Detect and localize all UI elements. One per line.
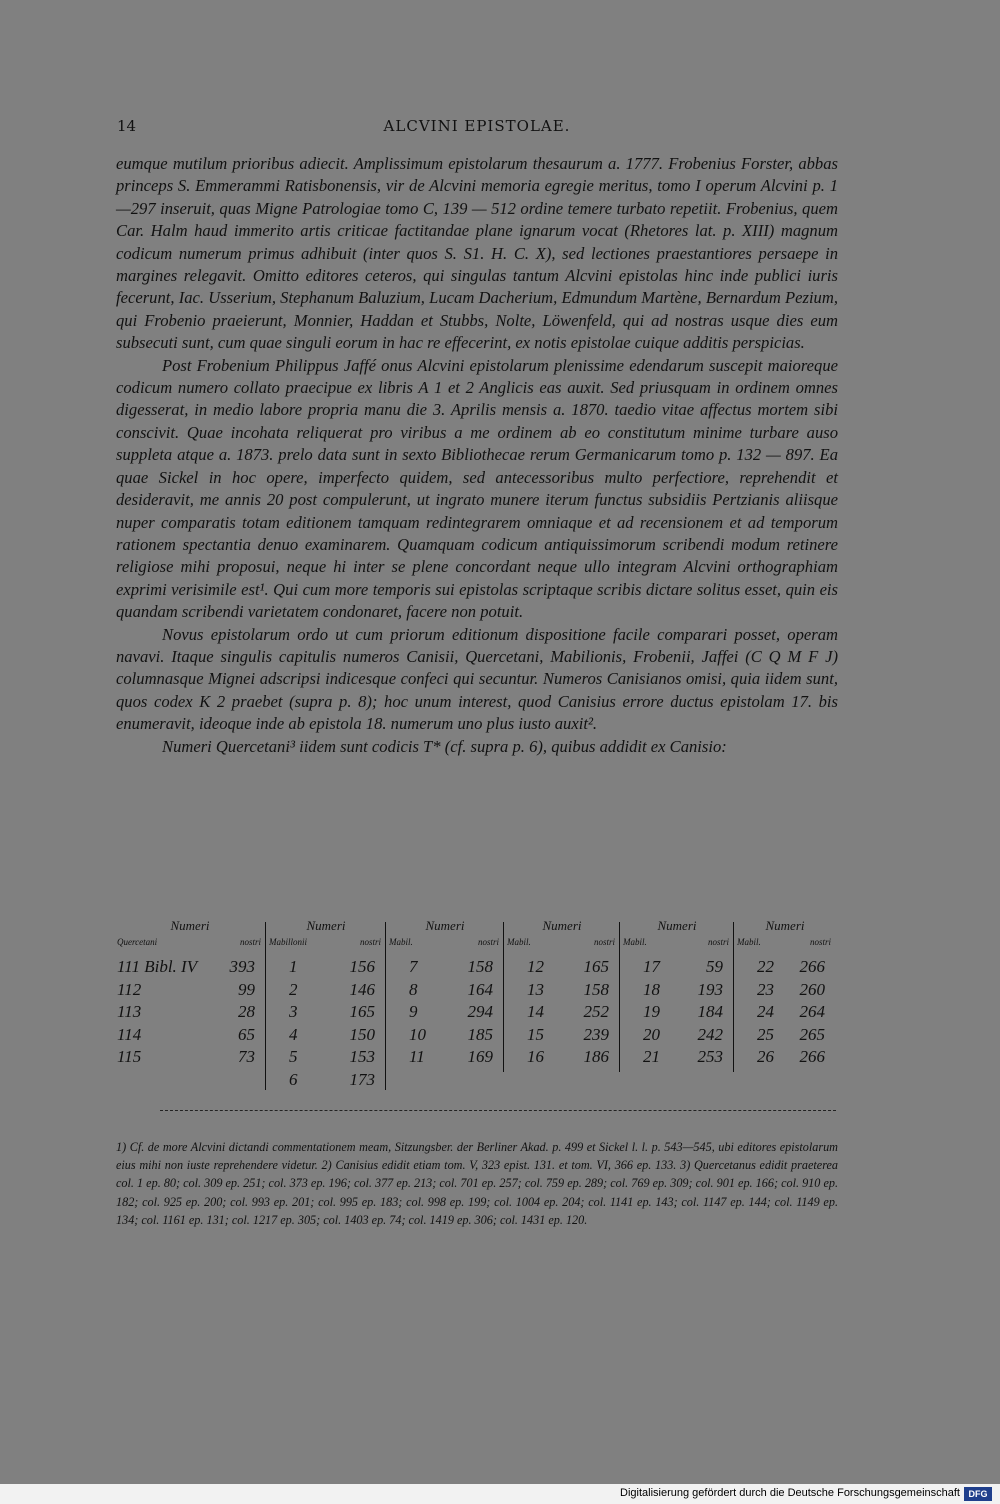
concordance-table [115, 918, 835, 1090]
cell-right: 242 [697, 1024, 723, 1044]
table-bottom-rule [160, 1110, 836, 1112]
table-group [505, 918, 619, 1090]
cell-right: 266 [799, 957, 825, 976]
page-header [117, 117, 837, 137]
subheader-right: nostri [809, 937, 831, 947]
footnotes: 1) Cf. de more Alcvini dictandi commentationem meam, Sitzungsber. der Berliner Akad. p. 499 et Sickel l. l. p. 543—545, ubi editores epistolarum eius mihi non iuste reprehendere videtur. 2) Canisius edidit etiam tom. V, 323 epist. 131. et tom. VI, 366 ep. 133. 3) Quercetanus edidit praeterea col. 1 ep. 80; col. 309 ep. 251; col. 373 ep. 196; col. 377 ep. 213; col. 701 ep. 257; col. 759 ep. 289; col. 769 ep. 309; col. 901 ep. 166; col. 910 ep. 182; col. 925 ep. 200; col. 993 ep. 201; col. 995 ep. 183; col. 998 ep. 199; col. 1004 ep. 204; col. 1141 ep. 143; col. 1147 ep. 144; col. 1149 ep. 134; col. 1161 ep. 131; col. 1217 ep. 305; col. 1403 ep. 74; col. 1419 ep. 306; col. 1431 ep. 120. [116, 1140, 838, 1227]
column-divider [503, 922, 504, 1072]
cell-left: 2 [289, 979, 298, 999]
cell-left: 16 [527, 1047, 544, 1066]
cell-left: 23 [757, 979, 774, 999]
paragraph: Numeri Quercetani³ iidem sunt codicis T* (cf. supra p. 6), quibus addidit ex Canisio: [162, 736, 727, 756]
subheader-right: nostri [359, 937, 381, 947]
subheader-left: Mabil. [737, 937, 761, 947]
column-divider [265, 922, 266, 1090]
body-text [116, 153, 838, 758]
cell-left: 1 [289, 957, 298, 976]
cell-left: 15 [527, 1024, 544, 1044]
table-group [267, 918, 385, 1090]
cell-left: 26 [757, 1047, 774, 1066]
cell-left: 11 [409, 1047, 425, 1066]
column-divider [385, 922, 386, 1090]
table-group [387, 918, 503, 1090]
group-header: Numeri [425, 918, 465, 933]
cell-right: 28 [238, 1002, 255, 1021]
cell-left: 13 [527, 979, 544, 999]
cell-right: 146 [349, 979, 375, 999]
cell-right: 253 [697, 1047, 723, 1066]
cell-left: 111 Bibl. IV [117, 957, 198, 976]
cell-right: 73 [238, 1047, 255, 1066]
cell-left: 5 [289, 1047, 298, 1066]
page-number: 14 [117, 117, 137, 135]
cell-left: 114 [117, 1024, 142, 1044]
cell-right: 184 [697, 1002, 723, 1021]
group-header: Numeri [170, 918, 210, 933]
paragraph: Post Frobenium Philippus Jaffé onus Alcvini epistolarum plenissime edendarum suscepit maioreque codicum numero collato praecipue ex libris A 1 et 2 Anglicis eas auxit. Sed priusquam in ordinem omnes digesserat, in medio labore propria manu die 3. Aprilis mensis a. 1870. taedio vitae affectus mortem sibi conscivit. Quae incohata reliquerat pro viribus a me ordinem ab eo constitutum minime turbare auso suppleta atque a. 1873. prelo data sunt in sexto Bibliothecae rerum Germanicarum tomo p. 132 — 897. Ea quae Sickel in hoc opere, imperfecto quidem, sed antecessoribus multo perfectiore, reprehendit et desideravit, me annis 20 post compulerunt, ut ingrato munere iterum functus subsidiis Pertzianis aliisque nuper comparatis totam editionem tamquam redintegrarem omniaque et ad recensionem et ad temporum rationem spectantia denuo examinarem. Quamquam codicum antiquissimorum scribendi modum retinere religiose mihi proposui, neque hi inter se plene concordant neque ullo integram Alcvini orthographiam exprimi verisimile est¹. Qui cum more temporis sui epistolas scriptaque scribis dictare solitus esset, quin eis quandam scribendi varietatem condonaret, facere non potuit. [116, 355, 838, 622]
cell-left: 18 [643, 979, 660, 999]
cell-left: 19 [643, 1002, 660, 1021]
cell-left: 113 [117, 1002, 142, 1021]
cell-right: 169 [467, 1047, 493, 1066]
cell-left: 115 [117, 1047, 142, 1066]
paragraph: eumque mutilum prioribus adiecit. Amplissimum epistolarum thesaurum a. 1777. Frobenius Forster, abbas princeps S. Emmerammi Ratisbonensis, vir de Alcvini memoria egregie meritus, tomo I operum Alcvini p. 1—297 inseruit, quas Migne Patrologiae tomo C, 139 — 512 ordine temere turbato repetiit. Frobenius, quem Car. Halm haud immerito artis criticae factitandae plane ignarum vocat (Rhetores lat. p. XIII) magnum codicum numerum primus adhibuit (inter quos S. S1. H. C. X), sed lectiones praestantiores persaepe in margines relegavit. Omitto editores ceteros, qui singulas tantum Alcvini epistolas hinc inde publici iuris fecerunt, Iac. Usserium, Stephanum Baluzium, Lucam Dacherium, Edmundum Martène, Bernardum Pezium, qui Frobenio praeierunt, Monnier, Haddan et Stubbs, Nolte, Löwenfeld, qui ad nostras usque dies eum subsecuti sunt, cum quae singuli eorum in hac re effecerint, ex notis epistolae cuique additis perspicias. [116, 154, 838, 353]
cell-left: 8 [409, 979, 418, 999]
cell-left: 4 [289, 1024, 298, 1044]
cell-left: 21 [643, 1047, 660, 1066]
cell-right: 150 [349, 1024, 375, 1044]
cell-right: 265 [799, 1024, 825, 1044]
group-header: Numeri [306, 918, 346, 933]
cell-left: 112 [117, 979, 142, 999]
cell-left: 12 [527, 957, 544, 976]
cell-left: 25 [757, 1024, 774, 1044]
cell-right: 294 [467, 1002, 493, 1021]
cell-right: 158 [583, 979, 609, 999]
cell-right: 153 [349, 1047, 375, 1066]
cell-right: 156 [349, 957, 375, 976]
cell-right: 59 [706, 957, 723, 976]
cell-right: 173 [349, 1069, 375, 1089]
subheader-right: nostri [239, 937, 261, 947]
cell-left: 6 [289, 1069, 298, 1089]
cell-right: 264 [799, 1002, 825, 1021]
group-header: Numeri [542, 918, 582, 933]
running-title: ALCVINI EPISTOLAE. [383, 117, 571, 135]
cell-left: 3 [289, 1002, 298, 1021]
cell-right: 65 [238, 1024, 255, 1044]
table-group [621, 918, 733, 1090]
cell-right: 186 [583, 1047, 609, 1066]
dfg-logo: DFG [964, 1487, 992, 1501]
subheader-left: Mabil. [623, 937, 647, 947]
table-group [115, 918, 265, 1090]
cell-left: 20 [643, 1024, 660, 1044]
cell-left: 7 [409, 957, 418, 976]
cell-right: 252 [583, 1002, 609, 1021]
subheader-right: nostri [593, 937, 615, 947]
cell-left: 17 [643, 957, 660, 976]
cell-left: 22 [757, 957, 774, 976]
footer-strip [0, 1484, 1000, 1504]
subheader-left: Mabil. [389, 937, 413, 947]
column-divider [733, 922, 734, 1072]
cell-right: 260 [799, 979, 825, 999]
cell-right: 165 [349, 1002, 375, 1021]
subheader-left: Mabillonii [269, 937, 307, 947]
column-divider [619, 922, 620, 1072]
subheader-left: Mabil. [507, 937, 531, 947]
paragraph: Novus epistolarum ordo ut cum priorum editionum dispositione facile comparari posset, operam navavi. Itaque singulis capitulis numeros Canisii, Quercetani, Mabilionis, Frobenii, Jaffei (C Q M F J) columnasque Mignei adscripsi indicesque confeci qui secuntur. Numeros Canisianos omisi, quia iidem sunt, quos codex K 2 praebet (supra p. 8); hoc unum interest, quod Canisius errore ductus epistolam 17. bis enumeravit, ideoque inde ab epistola 18. numerum uno plus iusto auxit². [116, 624, 838, 734]
cell-left: 10 [409, 1024, 426, 1044]
group-header: Numeri [657, 918, 697, 933]
cell-right: 193 [697, 979, 723, 999]
cell-right: 266 [799, 1047, 825, 1066]
subheader-right: nostri [477, 937, 499, 947]
cell-left: 9 [409, 1002, 418, 1021]
cell-left: 24 [757, 1002, 774, 1021]
cell-right: 185 [467, 1024, 493, 1044]
cell-right: 393 [229, 957, 255, 976]
group-header: Numeri [765, 918, 805, 933]
cell-left: 14 [527, 1002, 544, 1021]
subheader-right: nostri [707, 937, 729, 947]
cell-right: 164 [467, 979, 493, 999]
table-group [735, 918, 835, 1090]
cell-right: 158 [467, 957, 493, 976]
cell-right: 239 [583, 1024, 609, 1044]
subheader-left: Quercetani [117, 937, 158, 947]
footer-credit: Digitalisierung gefördert durch die Deutsche Forschungsgemeinschaft [620, 1487, 960, 1499]
cell-right: 165 [583, 957, 609, 976]
cell-right: 99 [238, 979, 255, 999]
